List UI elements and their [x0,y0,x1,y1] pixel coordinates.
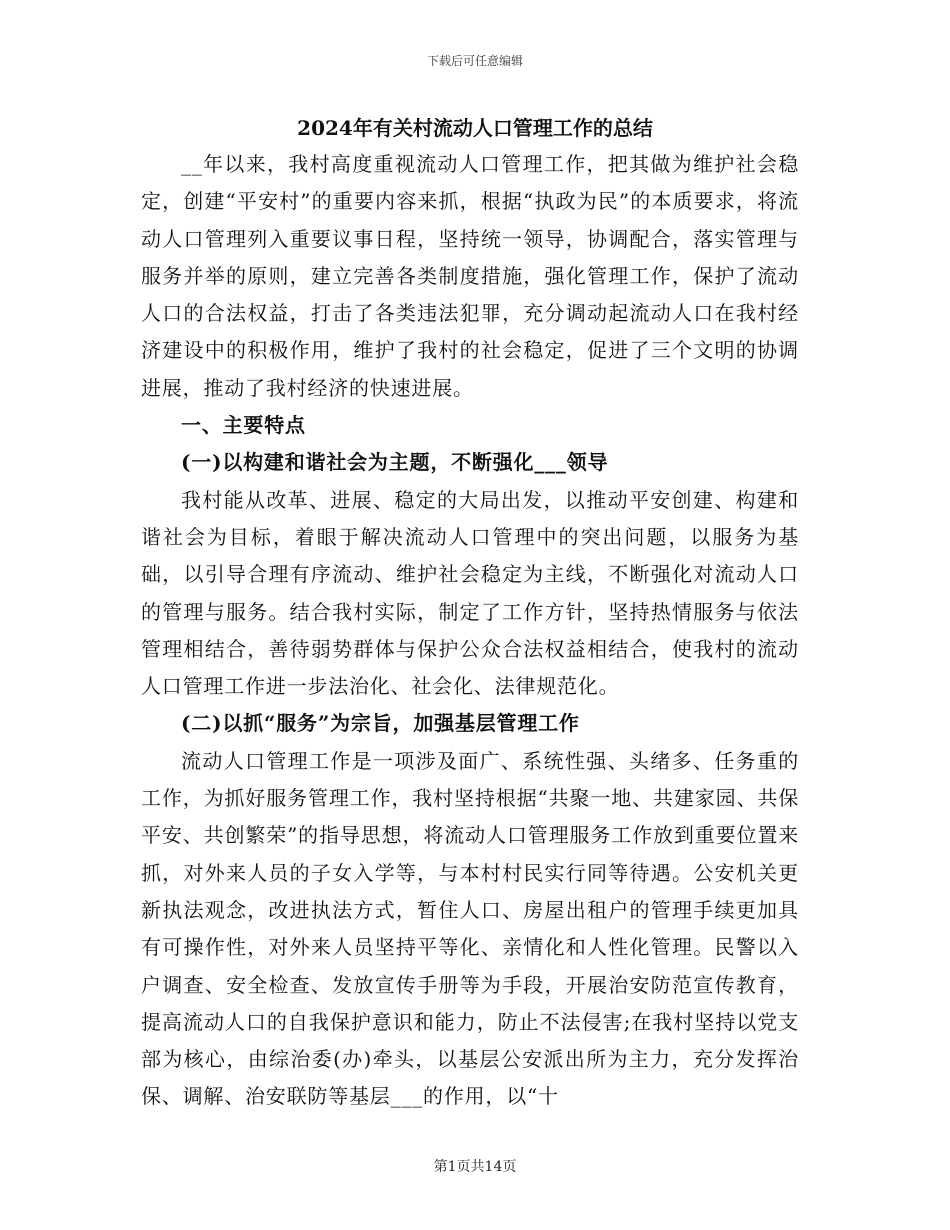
document-body [141,146,799,1116]
subsection-heading-2: (二)以抓“服务”为宗旨，加强基层管理工作 [181,711,580,736]
subsection-heading-1: (一)以构建和谐社会为主题，不断强化___领导 [181,450,609,475]
body-paragraph-intro: __年以来，我村高度重视流动人口管理工作，把其做为维护社会稳定，创建“平安村”的重要内容来抓，根据“执政为民”的本质要求，将流动人口管理列入重要议事日程，坚持统一领导，协调配合，落实管理与服务并举的原则，建立完善各类制度措施，强化管理工作，保护了流动人口的合法权益，打击了各类违法犯罪，充分调动起流动人口在我村经济建设中的积极作用，维护了我村的社会稳定，促进了三个文明的协调进展，推动了我村经济的快速进展。 [141,152,799,400]
section-heading-main-features: 一、主要特点 [181,413,306,438]
body-paragraph-2: 流动人口管理工作是一项涉及面广、系统性强、头绪多、任务重的工作，为抓好服务管理工作，我村坚持根据“共聚一地、共建家园、共保平安、共创繁荣”的指导思想，将流动人口管理服务工作放到重要位置来抓，对外来人员的子女入学等，与本村村民实行同等待遇。公安机关更新执法观念，改进执法方式，暂住人口、房屋出租户的管理手续更加具有可操作性，对外来人员坚持平等化、亲情化和人性化管理。民警以入户调查、安全检查、发放宣传手册等为手段，开展治安防范宣传教育，提高流动人口的自我保护意识和能力，防止不法侵害;在我村坚持以党支部为核心，由综治委(办)牵头，以基层公安派出所为主力，充分发挥治保、调解、治安联防等基层___的作用，以“十 [141,748,799,1109]
document-title: 2024年有关村流动人口管理工作的总结 [297,116,653,140]
body-paragraph-1: 我村能从改革、进展、稳定的大局出发，以推动平安创建、构建和谐社会为目标，着眼于解决流动人口管理中的突出问题，以服务为基础，以引导合理有序流动、维护社会稳定为主线，不断强化对流动人口的管理与服务。结合我村实际，制定了工作方针，坚持热情服务与依法管理相结合，善待弱势群体与保护公众合法权益相结合，使我村的流动人口管理工作进一步法治化、社会化、法律规范化。 [141,487,799,699]
page-header-note: 下载后可任意编辑 [426,54,523,68]
page-footer-page-number: 第1页共14页 [433,1159,517,1175]
